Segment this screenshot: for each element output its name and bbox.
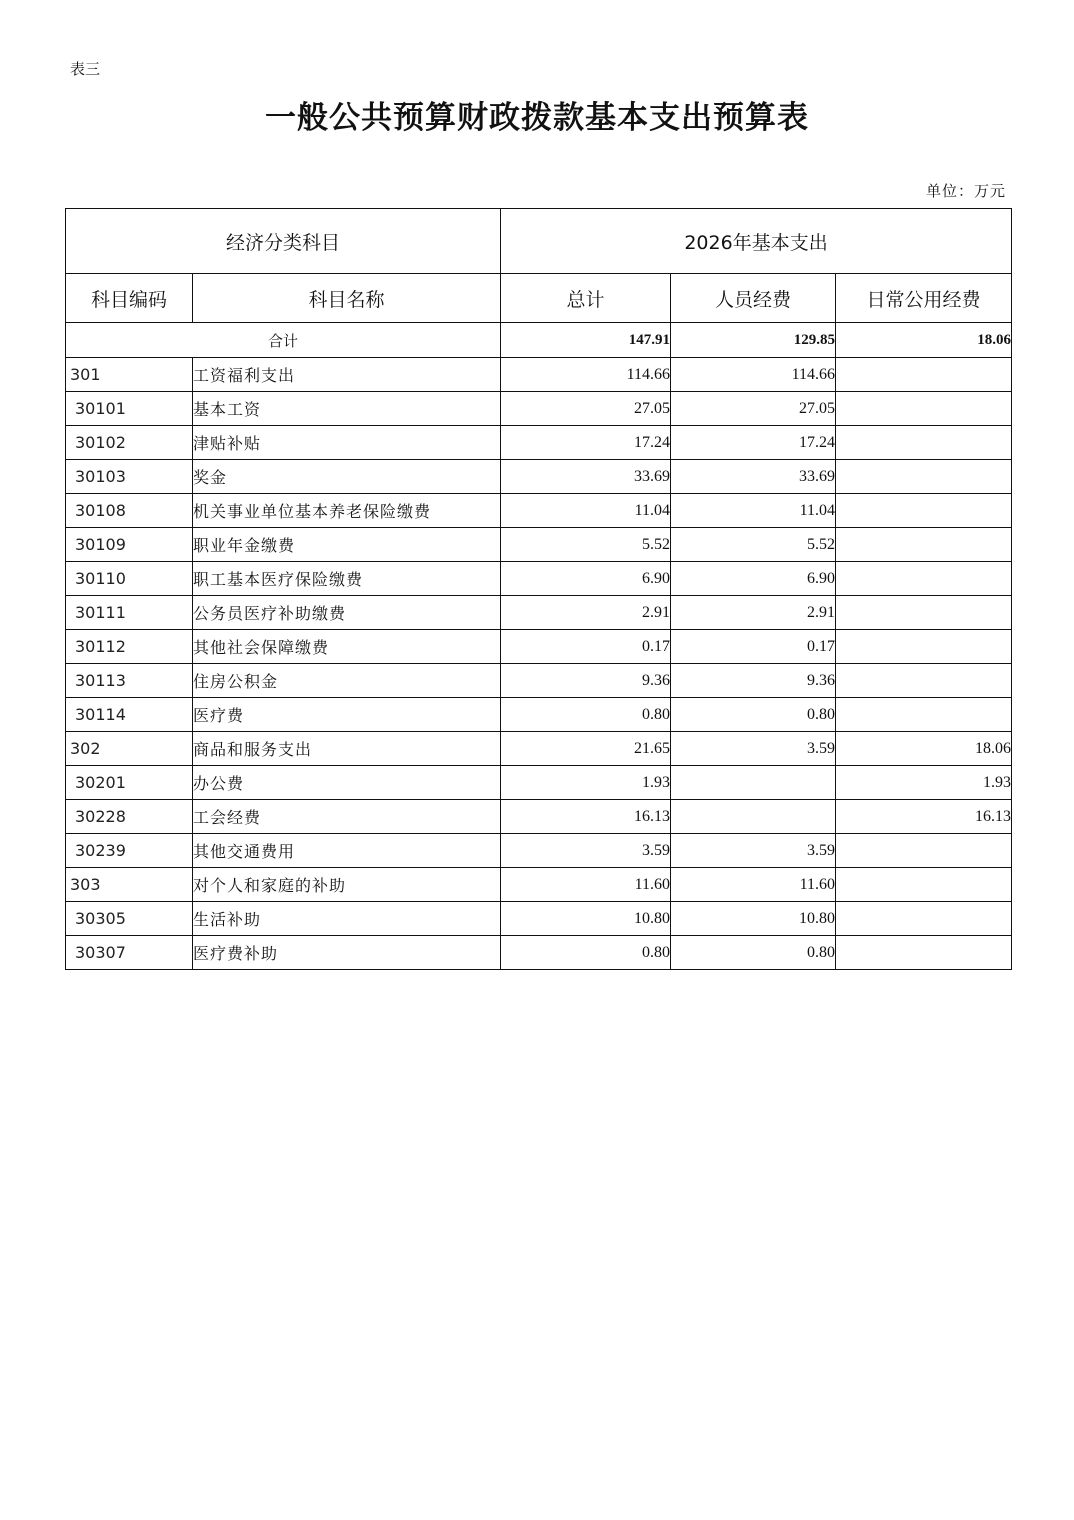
row-code: 30307 bbox=[66, 936, 193, 970]
code-column-header: 科目编码 bbox=[66, 274, 193, 323]
row-public bbox=[836, 936, 1012, 970]
row-personnel bbox=[671, 800, 836, 834]
table-row bbox=[66, 562, 1012, 596]
total-row bbox=[66, 323, 1012, 358]
unit-label: 单位：万元 bbox=[925, 182, 1006, 200]
table-row bbox=[66, 392, 1012, 426]
row-public bbox=[836, 834, 1012, 868]
row-name: 其他社会保障缴费 bbox=[193, 630, 501, 664]
row-personnel: 33.69 bbox=[671, 460, 836, 494]
row-public: 1.93 bbox=[836, 766, 1012, 800]
total-total: 147.91 bbox=[501, 323, 671, 358]
row-total: 0.17 bbox=[501, 630, 671, 664]
row-public bbox=[836, 426, 1012, 460]
row-total: 5.52 bbox=[501, 528, 671, 562]
row-personnel: 114.66 bbox=[671, 358, 836, 392]
table-row bbox=[66, 596, 1012, 630]
row-code: 30101 bbox=[66, 392, 193, 426]
row-personnel: 27.05 bbox=[671, 392, 836, 426]
row-personnel: 9.36 bbox=[671, 664, 836, 698]
row-total: 11.04 bbox=[501, 494, 671, 528]
row-public bbox=[836, 562, 1012, 596]
row-personnel: 3.59 bbox=[671, 834, 836, 868]
row-total: 16.13 bbox=[501, 800, 671, 834]
row-code: 30112 bbox=[66, 630, 193, 664]
row-public bbox=[836, 460, 1012, 494]
table-row bbox=[66, 834, 1012, 868]
row-personnel: 0.17 bbox=[671, 630, 836, 664]
row-public: 18.06 bbox=[836, 732, 1012, 766]
header-row-group bbox=[66, 209, 1012, 274]
total-label: 合计 bbox=[66, 323, 501, 358]
row-personnel: 0.80 bbox=[671, 936, 836, 970]
table-row bbox=[66, 936, 1012, 970]
table-row bbox=[66, 698, 1012, 732]
table-row bbox=[66, 732, 1012, 766]
page-title: 一般公共预算财政拨款基本支出预算表 bbox=[265, 100, 809, 136]
row-name: 住房公积金 bbox=[193, 664, 501, 698]
table-row bbox=[66, 868, 1012, 902]
row-public bbox=[836, 664, 1012, 698]
row-total: 1.93 bbox=[501, 766, 671, 800]
row-personnel: 11.60 bbox=[671, 868, 836, 902]
row-total: 27.05 bbox=[501, 392, 671, 426]
row-code: 30102 bbox=[66, 426, 193, 460]
row-total: 11.60 bbox=[501, 868, 671, 902]
row-public bbox=[836, 902, 1012, 936]
row-personnel bbox=[671, 766, 836, 800]
row-public bbox=[836, 358, 1012, 392]
row-name: 职工基本医疗保险缴费 bbox=[193, 562, 501, 596]
row-code: 30239 bbox=[66, 834, 193, 868]
row-total: 3.59 bbox=[501, 834, 671, 868]
table-row bbox=[66, 494, 1012, 528]
row-code: 302 bbox=[66, 732, 193, 766]
row-code: 303 bbox=[66, 868, 193, 902]
row-public bbox=[836, 630, 1012, 664]
row-personnel: 5.52 bbox=[671, 528, 836, 562]
row-public bbox=[836, 596, 1012, 630]
row-total: 17.24 bbox=[501, 426, 671, 460]
table-label: 表三 bbox=[70, 60, 101, 78]
row-name: 奖金 bbox=[193, 460, 501, 494]
row-public bbox=[836, 392, 1012, 426]
row-total: 10.80 bbox=[501, 902, 671, 936]
row-name: 机关事业单位基本养老保险缴费 bbox=[193, 494, 501, 528]
row-total: 33.69 bbox=[501, 460, 671, 494]
row-code: 30113 bbox=[66, 664, 193, 698]
row-public bbox=[836, 868, 1012, 902]
row-total: 114.66 bbox=[501, 358, 671, 392]
row-public bbox=[836, 528, 1012, 562]
row-code: 30228 bbox=[66, 800, 193, 834]
header-row-columns bbox=[66, 274, 1012, 323]
total-personnel: 129.85 bbox=[671, 323, 836, 358]
row-total: 9.36 bbox=[501, 664, 671, 698]
table-row bbox=[66, 902, 1012, 936]
row-name: 工会经费 bbox=[193, 800, 501, 834]
row-name: 办公费 bbox=[193, 766, 501, 800]
row-name: 其他交通费用 bbox=[193, 834, 501, 868]
row-name: 公务员医疗补助缴费 bbox=[193, 596, 501, 630]
total-column-header: 总计 bbox=[501, 274, 671, 323]
table-row bbox=[66, 528, 1012, 562]
row-code: 301 bbox=[66, 358, 193, 392]
row-name: 职业年金缴费 bbox=[193, 528, 501, 562]
table-row bbox=[66, 358, 1012, 392]
row-name: 津贴补贴 bbox=[193, 426, 501, 460]
row-personnel: 2.91 bbox=[671, 596, 836, 630]
row-public bbox=[836, 494, 1012, 528]
row-name: 对个人和家庭的补助 bbox=[193, 868, 501, 902]
personnel-column-header: 人员经费 bbox=[671, 274, 836, 323]
row-code: 30103 bbox=[66, 460, 193, 494]
table-row bbox=[66, 664, 1012, 698]
row-code: 30305 bbox=[66, 902, 193, 936]
name-column-header: 科目名称 bbox=[193, 274, 501, 323]
basic-expenditure-header: 2026年基本支出 bbox=[501, 209, 1012, 274]
row-personnel: 10.80 bbox=[671, 902, 836, 936]
row-name: 工资福利支出 bbox=[193, 358, 501, 392]
total-public: 18.06 bbox=[836, 323, 1012, 358]
table-row bbox=[66, 630, 1012, 664]
economic-category-header: 经济分类科目 bbox=[66, 209, 501, 274]
table-row bbox=[66, 766, 1012, 800]
row-code: 30111 bbox=[66, 596, 193, 630]
row-code: 30110 bbox=[66, 562, 193, 596]
row-public bbox=[836, 698, 1012, 732]
row-personnel: 0.80 bbox=[671, 698, 836, 732]
row-code: 30108 bbox=[66, 494, 193, 528]
table-row bbox=[66, 426, 1012, 460]
row-name: 基本工资 bbox=[193, 392, 501, 426]
row-code: 30114 bbox=[66, 698, 193, 732]
table-row bbox=[66, 800, 1012, 834]
table-row bbox=[66, 460, 1012, 494]
row-code: 30201 bbox=[66, 766, 193, 800]
row-personnel: 3.59 bbox=[671, 732, 836, 766]
row-public: 16.13 bbox=[836, 800, 1012, 834]
row-personnel: 6.90 bbox=[671, 562, 836, 596]
row-personnel: 11.04 bbox=[671, 494, 836, 528]
row-name: 医疗费 bbox=[193, 698, 501, 732]
row-total: 21.65 bbox=[501, 732, 671, 766]
row-total: 2.91 bbox=[501, 596, 671, 630]
row-name: 商品和服务支出 bbox=[193, 732, 501, 766]
row-name: 医疗费补助 bbox=[193, 936, 501, 970]
row-total: 0.80 bbox=[501, 936, 671, 970]
row-total: 6.90 bbox=[501, 562, 671, 596]
row-personnel: 17.24 bbox=[671, 426, 836, 460]
row-code: 30109 bbox=[66, 528, 193, 562]
budget-table bbox=[65, 208, 1012, 970]
public-column-header: 日常公用经费 bbox=[836, 274, 1012, 323]
row-total: 0.80 bbox=[501, 698, 671, 732]
row-name: 生活补助 bbox=[193, 902, 501, 936]
